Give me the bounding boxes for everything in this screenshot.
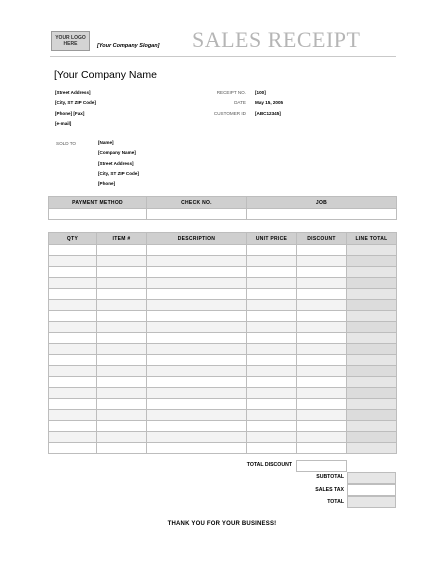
sold-to-line: [Street Address] bbox=[98, 160, 134, 166]
receipt-no-label: RECEIPT NO. bbox=[216, 90, 246, 95]
customer-id-label: CUSTOMER ID bbox=[213, 110, 246, 116]
description-cell[interactable] bbox=[147, 377, 247, 388]
qty-cell[interactable] bbox=[49, 245, 97, 256]
unit-price-cell[interactable] bbox=[247, 421, 297, 432]
unit-price-cell[interactable] bbox=[247, 432, 297, 443]
receipt-meta-labels bbox=[196, 88, 246, 119]
items-table bbox=[48, 232, 397, 454]
unit-price-cell[interactable] bbox=[247, 256, 297, 267]
line-total-cell[interactable] bbox=[347, 256, 397, 267]
qty-cell[interactable] bbox=[49, 267, 97, 278]
payment-table bbox=[48, 196, 397, 220]
item-number-cell[interactable] bbox=[97, 377, 147, 388]
item-number-cell[interactable] bbox=[97, 256, 147, 267]
line-total-cell[interactable] bbox=[347, 333, 397, 344]
unit-price-cell[interactable] bbox=[247, 443, 297, 454]
discount-cell[interactable] bbox=[297, 322, 347, 333]
item-number-cell[interactable] bbox=[97, 344, 147, 355]
sold-to-line: [Company Name] bbox=[98, 150, 136, 156]
qty-cell[interactable] bbox=[49, 311, 97, 322]
item-number-cell[interactable] bbox=[97, 322, 147, 333]
line-total-cell[interactable] bbox=[347, 432, 397, 443]
discount-cell[interactable] bbox=[297, 421, 347, 432]
qty-cell[interactable] bbox=[49, 410, 97, 421]
subtotal-label: SUBTOTAL bbox=[316, 474, 344, 480]
description-header: DESCRIPTION bbox=[147, 233, 247, 245]
unit-price-cell[interactable] bbox=[247, 300, 297, 311]
discount-cell[interactable] bbox=[297, 432, 347, 443]
table-row bbox=[49, 278, 397, 289]
table-row bbox=[49, 245, 397, 256]
total-discount-label: TOTAL DISCOUNT bbox=[246, 462, 292, 468]
line-total-cell[interactable] bbox=[347, 377, 397, 388]
item-number-cell[interactable] bbox=[97, 311, 147, 322]
check-no-header: CHECK NO. bbox=[147, 197, 247, 209]
sold-to-label: SOLD TO bbox=[56, 141, 76, 146]
table-row bbox=[49, 322, 397, 333]
table-row bbox=[49, 289, 397, 300]
address-line: [Phone] [Fax] bbox=[55, 110, 85, 116]
line-total-cell[interactable] bbox=[347, 278, 397, 289]
unit-price-cell[interactable] bbox=[247, 322, 297, 333]
line-total-cell[interactable] bbox=[347, 410, 397, 421]
line-total-cell[interactable] bbox=[347, 300, 397, 311]
discount-cell[interactable] bbox=[297, 289, 347, 300]
description-cell[interactable] bbox=[147, 344, 247, 355]
discount-cell[interactable] bbox=[297, 366, 347, 377]
item-number-cell[interactable] bbox=[97, 300, 147, 311]
table-row bbox=[49, 344, 397, 355]
description-cell[interactable] bbox=[147, 432, 247, 443]
qty-cell[interactable] bbox=[49, 388, 97, 399]
qty-cell[interactable] bbox=[49, 300, 97, 311]
description-cell[interactable] bbox=[147, 311, 247, 322]
qty-cell[interactable] bbox=[49, 322, 97, 333]
qty-cell[interactable] bbox=[49, 278, 97, 289]
unit-price-cell[interactable] bbox=[247, 289, 297, 300]
description-cell[interactable] bbox=[147, 278, 247, 289]
discount-cell[interactable] bbox=[297, 443, 347, 454]
unit-price-cell[interactable] bbox=[247, 388, 297, 399]
description-cell[interactable] bbox=[147, 300, 247, 311]
qty-header: QTY bbox=[49, 233, 97, 245]
discount-cell[interactable] bbox=[297, 388, 347, 399]
discount-cell[interactable] bbox=[297, 344, 347, 355]
sold-to-line: [Name] bbox=[98, 140, 114, 145]
line-total-cell[interactable] bbox=[347, 267, 397, 278]
company-name: [Your Company Name bbox=[54, 69, 157, 81]
job-field[interactable] bbox=[247, 209, 397, 220]
table-row bbox=[49, 311, 397, 322]
item-number-cell[interactable] bbox=[97, 267, 147, 278]
table-row bbox=[49, 421, 397, 432]
document-title: SALES RECEIPT bbox=[192, 27, 361, 52]
item-number-cell[interactable] bbox=[97, 278, 147, 289]
table-row bbox=[49, 377, 397, 388]
company-address bbox=[55, 88, 96, 129]
description-cell[interactable] bbox=[147, 421, 247, 432]
item-number-cell[interactable] bbox=[97, 432, 147, 443]
description-cell[interactable] bbox=[147, 289, 247, 300]
sold-to-line: [Phone] bbox=[98, 181, 116, 187]
sales-tax-field[interactable] bbox=[347, 484, 396, 496]
receipt-no-value: [100] bbox=[255, 90, 266, 95]
qty-cell[interactable] bbox=[49, 333, 97, 344]
thank-you-message: THANK YOU FOR YOUR BUSINESS! bbox=[167, 521, 277, 527]
discount-cell[interactable] bbox=[297, 355, 347, 366]
table-row bbox=[49, 366, 397, 377]
item-number-cell[interactable] bbox=[97, 421, 147, 432]
unit-price-cell[interactable] bbox=[247, 267, 297, 278]
table-row bbox=[49, 410, 397, 421]
description-cell[interactable] bbox=[147, 410, 247, 421]
discount-cell[interactable] bbox=[297, 245, 347, 256]
discount-cell[interactable] bbox=[297, 278, 347, 289]
table-row bbox=[49, 443, 397, 454]
company-slogan: [Your Company Slogan] bbox=[97, 43, 160, 49]
discount-cell[interactable] bbox=[297, 377, 347, 388]
sold-to-line: [City, ST ZIP Code] bbox=[98, 170, 139, 176]
qty-cell[interactable] bbox=[49, 366, 97, 377]
line-total-cell[interactable] bbox=[347, 399, 397, 410]
discount-cell[interactable] bbox=[297, 333, 347, 344]
address-line: [City, ST ZIP Code] bbox=[55, 100, 96, 106]
job-header: JOB bbox=[247, 197, 397, 209]
unit-price-cell[interactable] bbox=[247, 399, 297, 410]
discount-cell[interactable] bbox=[297, 311, 347, 322]
line-total-cell[interactable] bbox=[347, 366, 397, 377]
qty-cell[interactable] bbox=[49, 432, 97, 443]
total-field[interactable] bbox=[347, 496, 396, 508]
discount-cell[interactable] bbox=[297, 256, 347, 267]
payment-method-header: PAYMENT METHOD bbox=[49, 197, 147, 209]
description-cell[interactable] bbox=[147, 388, 247, 399]
line-total-cell[interactable] bbox=[347, 421, 397, 432]
table-row bbox=[49, 432, 397, 443]
unit-price-cell[interactable] bbox=[247, 366, 297, 377]
table-row bbox=[49, 267, 397, 278]
description-cell[interactable] bbox=[147, 366, 247, 377]
unit-price-cell[interactable] bbox=[247, 278, 297, 289]
description-cell[interactable] bbox=[147, 322, 247, 333]
discount-cell[interactable] bbox=[297, 399, 347, 410]
company-logo bbox=[51, 31, 90, 51]
unit-price-cell[interactable] bbox=[247, 245, 297, 256]
total-discount-field[interactable] bbox=[296, 460, 347, 472]
line-total-cell[interactable] bbox=[347, 311, 397, 322]
item-number-cell[interactable] bbox=[97, 410, 147, 421]
qty-cell[interactable] bbox=[49, 256, 97, 267]
table-row bbox=[49, 399, 397, 410]
address-line: [e-mail] bbox=[55, 120, 72, 126]
subtotal-field[interactable] bbox=[347, 472, 396, 484]
header-divider bbox=[50, 56, 396, 57]
total-label: TOTAL bbox=[327, 499, 344, 505]
table-row bbox=[49, 388, 397, 399]
unit-price-cell[interactable] bbox=[247, 410, 297, 421]
discount-cell[interactable] bbox=[297, 267, 347, 278]
date-label: DATE bbox=[234, 100, 246, 106]
unit-price-cell[interactable] bbox=[247, 311, 297, 322]
table-row bbox=[49, 300, 397, 311]
discount-cell[interactable] bbox=[297, 410, 347, 421]
line-total-cell[interactable] bbox=[347, 388, 397, 399]
payment-method-field[interactable] bbox=[49, 209, 147, 220]
qty-cell[interactable] bbox=[49, 344, 97, 355]
description-cell[interactable] bbox=[147, 256, 247, 267]
qty-cell[interactable] bbox=[49, 421, 97, 432]
description-cell[interactable] bbox=[147, 355, 247, 366]
address-line: [Street Address] bbox=[55, 90, 91, 95]
qty-cell[interactable] bbox=[49, 399, 97, 410]
qty-cell[interactable] bbox=[49, 289, 97, 300]
line-total-cell[interactable] bbox=[347, 289, 397, 300]
item-number-cell[interactable] bbox=[97, 399, 147, 410]
unit-price-cell[interactable] bbox=[247, 344, 297, 355]
table-row bbox=[49, 256, 397, 267]
description-cell[interactable] bbox=[147, 245, 247, 256]
unit-price-cell[interactable] bbox=[247, 355, 297, 366]
unit-price-cell[interactable] bbox=[247, 377, 297, 388]
unit-price-cell[interactable] bbox=[247, 333, 297, 344]
item-number-cell[interactable] bbox=[97, 245, 147, 256]
description-cell[interactable] bbox=[147, 333, 247, 344]
qty-cell[interactable] bbox=[49, 443, 97, 454]
qty-cell[interactable] bbox=[49, 355, 97, 366]
sales-tax-label: SALES TAX bbox=[315, 487, 344, 493]
item-number-cell[interactable] bbox=[97, 333, 147, 344]
table-row bbox=[49, 333, 397, 344]
unit-price-header: UNIT PRICE bbox=[247, 233, 297, 245]
check-no-field[interactable] bbox=[147, 209, 247, 220]
line-total-cell[interactable] bbox=[347, 322, 397, 333]
item-number-cell[interactable] bbox=[97, 289, 147, 300]
date-value: May 15, 2005 bbox=[255, 100, 284, 106]
description-cell[interactable] bbox=[147, 443, 247, 454]
item-number-cell[interactable] bbox=[97, 355, 147, 366]
receipt-meta-values bbox=[255, 88, 283, 119]
line-total-cell[interactable] bbox=[347, 443, 397, 454]
line-total-cell[interactable] bbox=[347, 245, 397, 256]
discount-cell[interactable] bbox=[297, 300, 347, 311]
line-total-cell[interactable] bbox=[347, 355, 397, 366]
line-total-header: LINE TOTAL bbox=[347, 233, 397, 245]
item-number-cell[interactable] bbox=[97, 388, 147, 399]
customer-id-value: [ABC12345] bbox=[255, 110, 281, 116]
qty-cell[interactable] bbox=[49, 377, 97, 388]
logo-text: YOUR LOGO HERE bbox=[55, 35, 86, 47]
line-total-cell[interactable] bbox=[347, 344, 397, 355]
discount-header: DISCOUNT bbox=[297, 233, 347, 245]
item-number-cell[interactable] bbox=[97, 366, 147, 377]
item-number-cell[interactable] bbox=[97, 443, 147, 454]
description-cell[interactable] bbox=[147, 267, 247, 278]
table-row bbox=[49, 355, 397, 366]
sold-to-block bbox=[98, 138, 139, 189]
item-number-header: ITEM # bbox=[97, 233, 147, 245]
description-cell[interactable] bbox=[147, 399, 247, 410]
